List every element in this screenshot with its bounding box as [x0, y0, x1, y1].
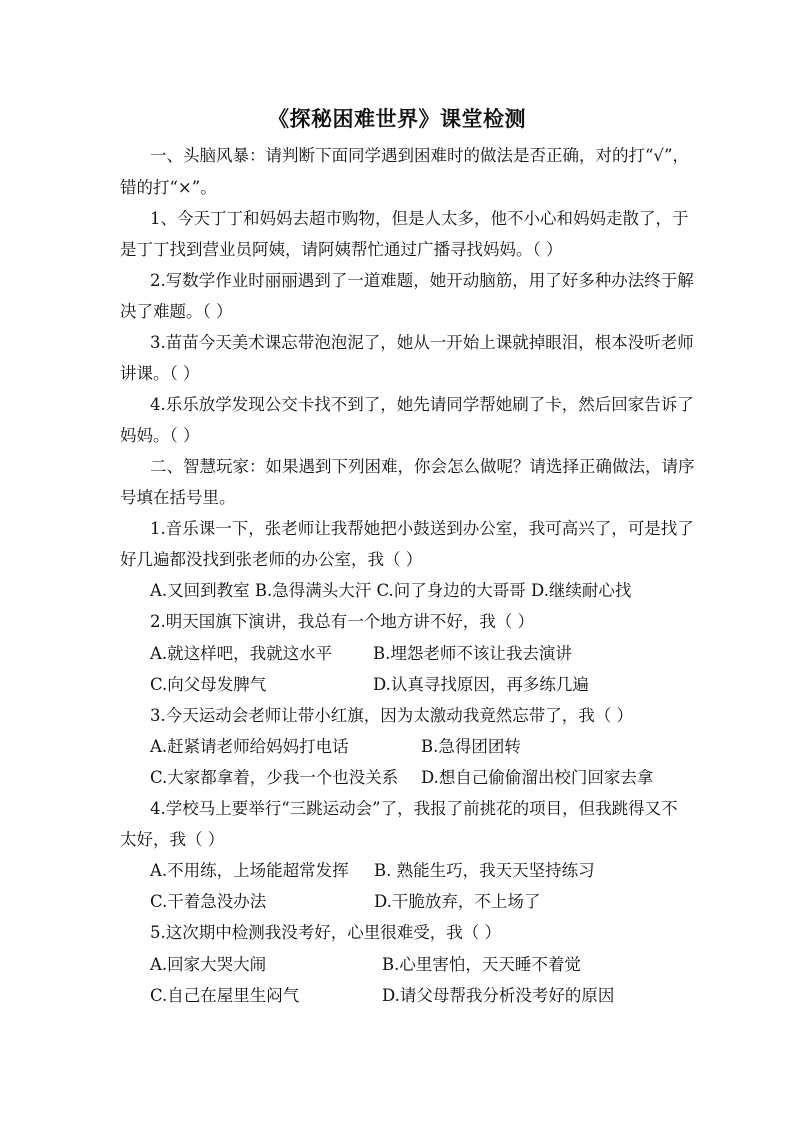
section2-q1-line1: 1.音乐课一下，张老师让我帮她把小鼓送到办公室，我可高兴了，可是找了	[150, 519, 694, 538]
section1-q2-line1: 2.写数学作业时丽丽遇到了一道难题，她开动脑筋，用了好多种办法终于解	[150, 271, 694, 290]
section1-q4-line1: 4.乐乐放学发现公交卡找不到了，她先请同学帮她刷了卡，然后回家告诉了	[150, 395, 694, 414]
section2-q3-option-b: B.急得团团转	[421, 737, 521, 756]
section2-q5-option-a: A.回家大哭大闹	[150, 955, 267, 974]
section1-q4-line2: 妈妈。（ ）	[120, 426, 200, 445]
section2-q3-option-c: C.大家都拿着，少我一个也没关系	[150, 768, 399, 787]
section1-q3-line1: 3.苗苗今天美术课忘带泡泡泥了，她从一开始上课就掉眼泪，根本没听老师	[150, 333, 694, 352]
section2-q5-option-d: D.请父母帮我分析没考好的原因	[382, 986, 615, 1005]
section1-q2-line2: 决了难题。（ ）	[120, 302, 233, 321]
section2-q2-line1: 2.明天国旗下演讲，我总有一个地方讲不好，我（ ）	[150, 612, 534, 631]
section2-q4-option-b: B. 熟能生巧，我天天坚持练习	[374, 861, 595, 880]
section2-intro-line1: 二、智慧玩家：如果遇到下列困难，你会怎么做呢？请选择正确做法，请序	[150, 457, 695, 476]
section2-q2-option-c: C.向父母发脾气	[150, 675, 267, 694]
section1-q3-line2: 讲课。（ ）	[120, 364, 200, 383]
section2-q3-option-a: A.赶紧请老师给妈妈打电话	[150, 737, 349, 756]
section2-q2-option-a: A.就这样吧，我就这水平	[150, 644, 333, 663]
section1-q1-line2: 是丁丁找到营业员阿姨，请阿姨帮忙通过广播寻找妈妈。（ ）	[120, 240, 563, 259]
section1-q1-line1: 1、今天丁丁和妈妈去超市购物，但是人太多，他不小心和妈妈走散了，于	[150, 209, 689, 228]
section2-q4-option-a: A.不用练，上场能超常发挥	[150, 861, 349, 880]
section2-q4-option-c: C.干着急没办法	[150, 892, 267, 911]
section2-q4-line2: 太好，我（ ）	[120, 830, 225, 849]
section2-q2-option-d: D.认真寻找原因，再多练几遍	[373, 675, 589, 694]
page-title: 《探秘困难世界》课堂检测	[268, 106, 526, 131]
section2-q2-option-b: B.埋怨老师不该让我去演讲	[373, 644, 572, 663]
section2-q4-option-d: D.干脆放弃，不上场了	[374, 892, 541, 911]
section2-q1-line2: 好几遍都没找到张老师的办公室，我（ ）	[120, 550, 423, 569]
section2-intro-line2: 号填在括号里。	[120, 488, 236, 507]
section1-intro-line2: 错的打“×”。	[120, 178, 217, 197]
section2-q5-option-b: B.心里害怕，天天睡不着觉	[382, 955, 581, 974]
section2-q4-line1: 4.学校马上要举行“三跳运动会”了，我报了前挑花的项目，但我跳得又不	[150, 799, 678, 818]
section2-q3-line1: 3.今天运动会老师让带小红旗，因为太激动我竟然忘带了，我（ ）	[150, 706, 633, 725]
section2-q3-option-d: D.想自己偷偷溜出校门回家去拿	[421, 768, 654, 787]
section1-intro-line1: 一、头脑风暴：请判断下面同学遇到困难时的做法是否正确，对的打“√”，	[150, 146, 689, 165]
section2-q5-option-c: C.自己在屋里生闷气	[150, 986, 300, 1005]
section2-q1-options: A.又回到教室 B.急得满头大汗 C.问了身边的大哥哥 D.继续耐心找	[150, 581, 632, 600]
section2-q5-line1: 5.这次期中检测我没考好，心里很难受，我（ ）	[150, 923, 501, 942]
